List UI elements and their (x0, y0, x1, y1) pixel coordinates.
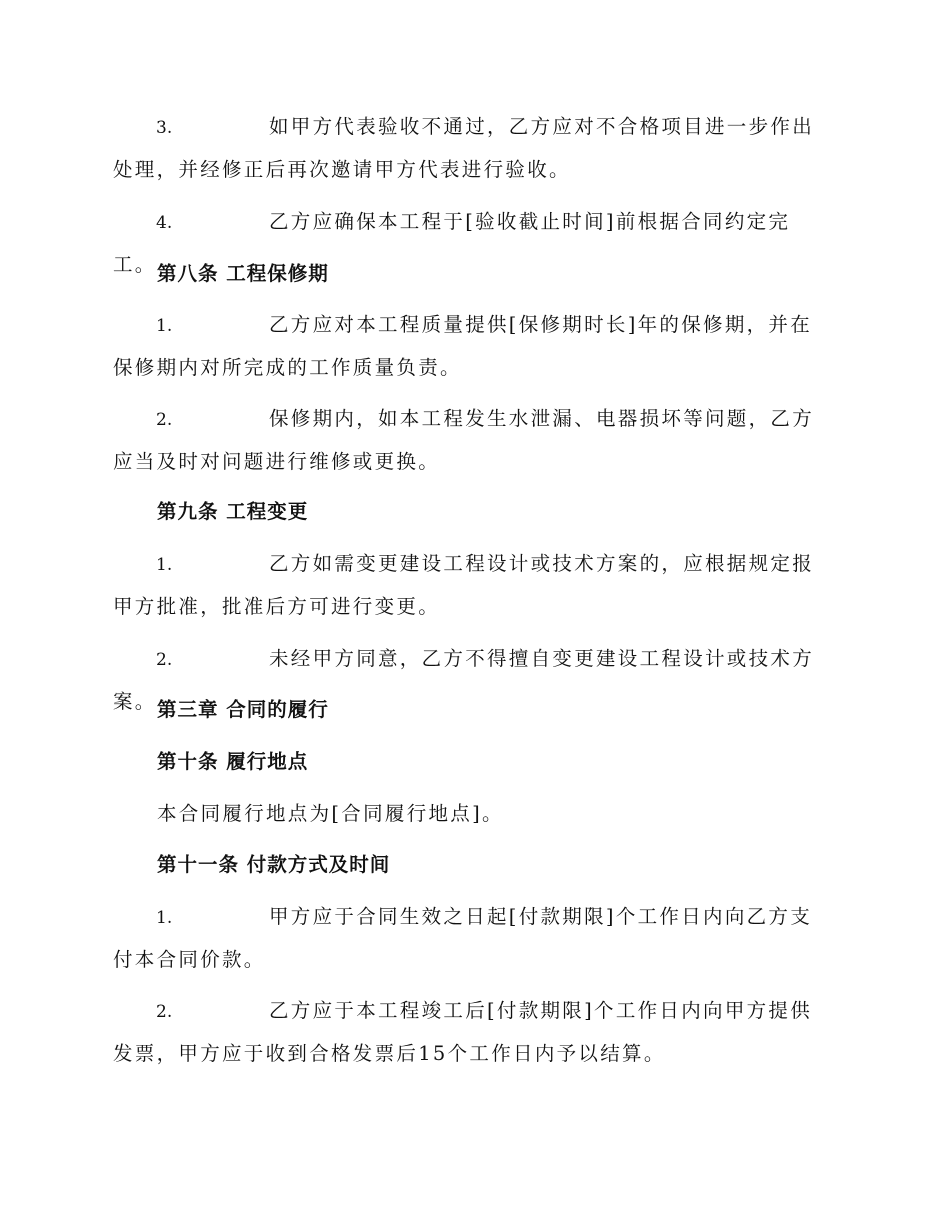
chapter-heading: 第三章 合同的履行 (157, 698, 329, 721)
list-item (113, 304, 831, 389)
paragraph: 本合同履行地点为[合同履行地点]。 (157, 802, 504, 825)
item-text: 甲方应于合同生效之日起[付款期限]个工作日内向乙方支付本合同价款。 (113, 905, 813, 971)
item-number: 3. (156, 118, 173, 138)
item-text: 乙方如需变更建设工程设计或技术方案的，应根据规定报甲方批准，批准后方可进行变更。 (113, 552, 815, 618)
item-text: 乙方应于本工程竣工后[付款期限]个工作日内向甲方提供发票，甲方应于收到合格发票后15个工作日内予以结算。 (113, 999, 813, 1065)
item-text: 乙方应确保本工程于[验收截止时间]前根据合同约定完工。 (113, 210, 791, 276)
item-text: 乙方应对本工程质量提供[保修期时长]年的保修期，并在保修期内对所完成的工作质量负责。 (113, 313, 813, 379)
item-number: 2. (156, 650, 173, 670)
article-heading: 第九条 工程变更 (157, 500, 309, 523)
item-number: 2. (156, 1002, 173, 1022)
article-heading: 第十条 履行地点 (157, 750, 309, 773)
list-item (113, 543, 831, 628)
item-number: 2. (156, 410, 173, 430)
item-number: 1. (156, 555, 173, 575)
item-text: 如甲方代表验收不通过，乙方应对不合格项目进一步作出处理，并经修正后再次邀请甲方代表进行验收。 (113, 115, 815, 181)
list-item (113, 896, 831, 981)
article-heading: 第八条 工程保修期 (157, 262, 329, 285)
item-text: 未经甲方同意，乙方不得擅自变更建设工程设计或技术方案。 (113, 647, 815, 713)
list-item (113, 398, 831, 483)
article-heading: 第十一条 付款方式及时间 (157, 853, 391, 876)
item-text: 保修期内，如本工程发生水泄漏、电器损坏等问题，乙方应当及时对问题进行维修或更换。 (113, 407, 815, 473)
list-item (113, 990, 831, 1075)
list-item (113, 106, 831, 191)
item-number: 4. (156, 213, 173, 233)
item-number: 1. (156, 316, 173, 336)
item-number: 1. (156, 908, 173, 928)
